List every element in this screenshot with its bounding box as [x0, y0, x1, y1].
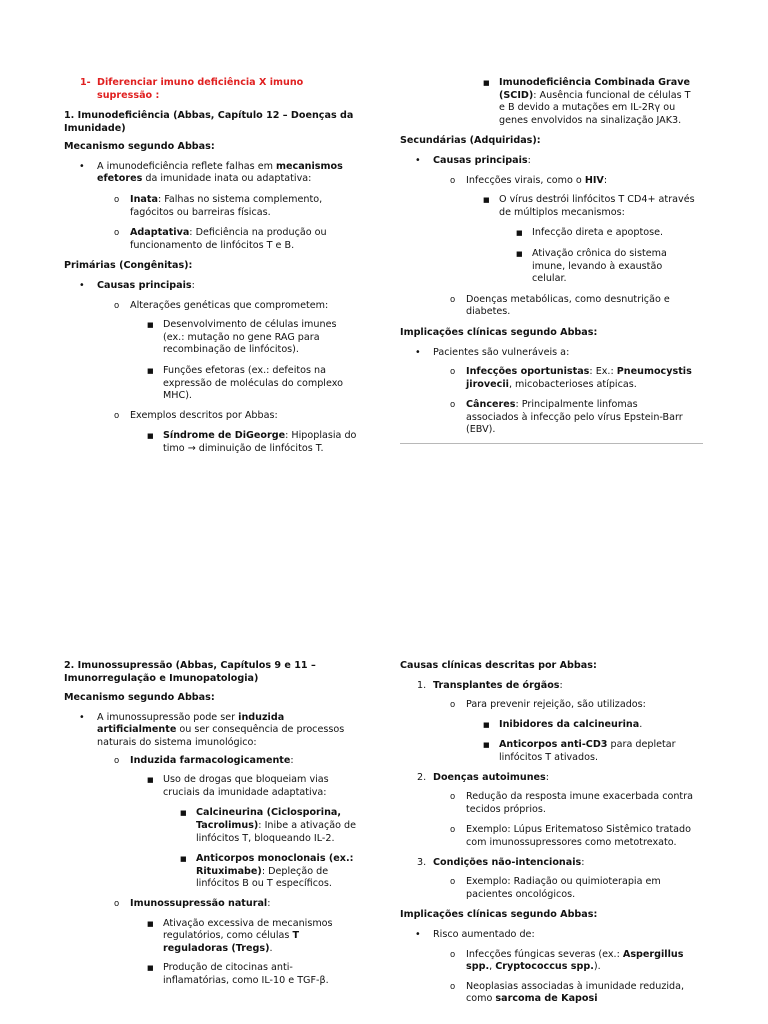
- term: jirovecii: [466, 378, 509, 390]
- term: spp.: [466, 961, 490, 973]
- subsection-title: Causas clínicas descritas por Abbas:: [400, 660, 597, 671]
- term: Anticorpos monoclonais (ex.:: [196, 853, 354, 865]
- text: Desenvolvimento de células imunes: [163, 319, 337, 331]
- square-bullet-icon: ■: [147, 919, 154, 928]
- text: : Ex.:: [589, 366, 617, 378]
- list-item: [64, 280, 374, 293]
- text: .: [639, 718, 643, 730]
- circle-bullet-icon: o: [114, 300, 120, 311]
- text: de múltiplos mecanismos:: [499, 206, 625, 218]
- square-bullet-icon: ■: [483, 79, 490, 87]
- text: funcionamento de linfócitos T e B.: [130, 239, 295, 251]
- circle-bullet-icon: o: [450, 792, 456, 803]
- term: reguladoras (Tregs): [163, 942, 270, 954]
- text: inflamatórias, como IL-10 e TGF-β.: [163, 974, 329, 986]
- page1-right-column: [400, 77, 710, 437]
- text: :: [603, 174, 608, 186]
- text: com imunossupressores como metotrexato.: [466, 836, 677, 848]
- subsection-title: Mecanismo segundo Abbas:: [64, 692, 215, 704]
- text: .: [269, 942, 273, 954]
- text: expressão de moléculas do complexo: [163, 377, 343, 389]
- text: regulatórios, como células: [163, 930, 293, 942]
- circle-bullet-icon: o: [450, 877, 456, 888]
- term: sarcoma de Kaposi: [495, 993, 598, 1005]
- list-item: [400, 227, 710, 240]
- text: naturais do sistema imunológico:: [97, 736, 257, 748]
- text: MHC).: [163, 390, 192, 402]
- term: Calcineurina (Ciclosporina,: [196, 807, 342, 819]
- text: Risco aumentado de:: [433, 928, 535, 940]
- section-title: Imunidade): [64, 122, 126, 134]
- text: :: [545, 771, 549, 783]
- text: ,: [489, 961, 496, 973]
- circle-bullet-icon: o: [450, 367, 456, 378]
- heading-line: Diferenciar imuno deficiência X imuno: [97, 77, 304, 88]
- page2-left-column: [64, 660, 374, 987]
- term: Infecções oportunistas: [466, 366, 590, 378]
- text: linfócitos T ativados.: [499, 751, 599, 763]
- text: diabetes.: [466, 306, 511, 318]
- list-item: [64, 853, 374, 891]
- list-item: [64, 755, 374, 768]
- list-item: [64, 194, 374, 219]
- text: cruciais da imunidade adaptativa:: [163, 786, 327, 798]
- list-item: [64, 300, 374, 313]
- list-item: [400, 857, 710, 870]
- circle-bullet-icon: o: [450, 175, 456, 186]
- list-item: [400, 347, 710, 360]
- subsection-title: Secundárias (Adquiridas):: [400, 135, 541, 147]
- text: Infecções virais, como o: [466, 174, 585, 186]
- text: Exemplo: Radiação ou quimioterapia em: [466, 876, 661, 888]
- text: : Inibe a ativação de: [258, 819, 357, 831]
- circle-bullet-icon: o: [450, 400, 456, 411]
- square-bullet-icon: ■: [147, 776, 154, 785]
- term: Imunodeficiência Combinada Grave: [499, 77, 691, 88]
- text: :: [191, 279, 195, 291]
- text: Produção de citocinas anti-: [163, 962, 293, 974]
- text: fagócitos ou barreiras físicas.: [130, 206, 271, 218]
- list-item: [400, 248, 710, 286]
- list-item: [64, 918, 374, 956]
- bullet-icon: •: [415, 346, 421, 358]
- term: Causas principais: [433, 154, 528, 166]
- subsection-title: Implicações clínicas segundo Abbas:: [400, 326, 598, 338]
- list-number: 1.: [417, 679, 427, 691]
- subsection-title: Implicações clínicas segundo Abbas:: [400, 909, 598, 921]
- circle-bullet-icon: o: [450, 949, 456, 960]
- list-item: [64, 807, 374, 845]
- text: linfócitos B ou T específicos.: [196, 878, 332, 890]
- text: como: [466, 993, 496, 1005]
- list-item: [400, 739, 710, 764]
- list-item: [400, 791, 710, 816]
- term: Tacrolimus): [196, 819, 259, 831]
- list-item: [64, 319, 374, 357]
- term: Causas principais: [97, 279, 192, 291]
- term: Pneumocystis: [616, 366, 692, 378]
- text: Redução da resposta imune exacerbada contra: [466, 791, 694, 803]
- list-item: [64, 365, 374, 403]
- text: : Falhas no sistema complemento,: [157, 193, 323, 205]
- subsection-title: Primárias (Congênitas):: [64, 260, 193, 272]
- text: (EBV).: [466, 424, 496, 436]
- square-bullet-icon: ■: [147, 964, 154, 973]
- text: : Principalmente linfomas: [515, 399, 638, 411]
- square-bullet-icon: ■: [147, 321, 154, 330]
- list-number: 3.: [417, 856, 427, 868]
- text: A imunossupressão pode ser: [97, 711, 239, 723]
- text: para depletar: [607, 739, 676, 751]
- bullet-icon: •: [79, 160, 85, 172]
- term: induzida: [238, 711, 285, 723]
- list-item: [400, 824, 710, 849]
- square-bullet-icon: ■: [180, 855, 187, 864]
- text: Infecção direta e apoptose.: [532, 227, 664, 239]
- list-item: [400, 699, 710, 712]
- text: :: [290, 754, 294, 766]
- term: Condições não-intencionais: [433, 856, 582, 868]
- term: Transplantes de órgãos: [433, 679, 560, 691]
- term: (SCID): [499, 89, 534, 101]
- square-bullet-icon: ■: [516, 249, 523, 258]
- text: da imunidade inata ou adaptativa:: [142, 173, 312, 185]
- bullet-icon: •: [415, 928, 421, 940]
- text: celular.: [532, 273, 567, 285]
- text: genes envolvidos na sinalização JAK3.: [499, 114, 682, 126]
- term: HIV: [584, 174, 604, 186]
- list-number: 2.: [417, 771, 427, 783]
- circle-bullet-icon: o: [114, 898, 120, 909]
- term: Imunossupressão natural: [130, 897, 268, 909]
- list-item: [64, 898, 374, 911]
- term: Inata: [130, 193, 158, 205]
- list-item: [400, 719, 710, 732]
- text: ).: [593, 961, 601, 973]
- square-bullet-icon: ■: [180, 809, 187, 818]
- term: T: [292, 930, 300, 942]
- text: (ex.: mutação no gene RAG para: [163, 331, 320, 343]
- square-bullet-icon: ■: [147, 366, 154, 375]
- text: Uso de drogas que bloqueiam vias: [163, 774, 329, 786]
- term: artificialmente: [97, 724, 177, 736]
- list-item: [400, 175, 710, 188]
- text: associados à infecção pelo vírus Epstein-Barr: [466, 411, 683, 423]
- bullet-icon: •: [79, 711, 85, 723]
- list-item: [64, 712, 374, 750]
- term: Doenças autoimunes: [433, 771, 546, 783]
- text: Alterações genéticas que comprometem:: [130, 299, 329, 311]
- circle-bullet-icon: o: [450, 700, 456, 711]
- term: Rituximabe): [196, 865, 262, 877]
- square-bullet-icon: ■: [483, 720, 490, 729]
- text: : Ausência funcional de células T: [533, 89, 691, 101]
- text: : Hipoplasia do: [285, 430, 357, 442]
- page2-right-column: [400, 660, 710, 1006]
- square-bullet-icon: ■: [483, 741, 490, 750]
- text: :: [527, 154, 531, 166]
- heading-number: 1-: [80, 77, 91, 88]
- square-bullet-icon: ■: [483, 196, 490, 205]
- term: Cryptococcus spp.: [495, 961, 594, 973]
- text: mecanismos: [276, 160, 343, 172]
- text: : Deficiência na produção ou: [189, 227, 327, 239]
- section-title: Imunorregulação e Imunopatologia): [64, 672, 259, 684]
- term: Síndrome de DiGeorge: [163, 430, 286, 442]
- list-item: [400, 194, 710, 219]
- text: Exemplo: Lúpus Eritematoso Sistêmico tratado: [466, 824, 691, 836]
- text: linfócitos T, bloqueando IL-2.: [196, 832, 335, 844]
- square-bullet-icon: ■: [147, 432, 154, 441]
- text: timo → diminuição de linfócitos T.: [163, 442, 324, 454]
- list-item: [400, 876, 710, 901]
- circle-bullet-icon: o: [450, 825, 456, 836]
- section-heading-red: [64, 77, 374, 102]
- section-title: 1. Imunodeficiência (Abbas, Capítulo 12 – Doenças da: [64, 110, 354, 121]
- text: : Depleção de: [261, 865, 329, 877]
- text: recombinação de linfócitos).: [163, 344, 299, 356]
- text: imune, levando à exaustão: [532, 260, 663, 272]
- text: Neoplasias associadas à imunidade reduzida,: [466, 980, 685, 992]
- subsection-title: Mecanismo segundo Abbas:: [64, 141, 215, 153]
- term: Inibidores da calcineurina: [499, 718, 640, 730]
- circle-bullet-icon: o: [450, 981, 456, 992]
- circle-bullet-icon: o: [450, 294, 456, 305]
- circle-bullet-icon: o: [114, 194, 120, 205]
- bullet-icon: •: [415, 154, 421, 166]
- list-item: [400, 294, 710, 319]
- text: Exemplos descritos por Abbas:: [130, 409, 278, 421]
- text: Funções efetoras (ex.: defeitos na: [163, 364, 326, 376]
- list-item: [400, 366, 710, 391]
- term: Induzida farmacologicamente: [130, 754, 291, 766]
- text: , micobacterioses atípicas.: [508, 378, 637, 390]
- term: Cânceres: [466, 399, 516, 411]
- text: :: [267, 897, 271, 909]
- text: A imunodeficiência reflete falhas em: [97, 160, 277, 172]
- list-item: [64, 161, 374, 186]
- list-item: [400, 155, 710, 168]
- circle-bullet-icon: o: [114, 410, 120, 421]
- list-item: [400, 949, 710, 974]
- term: Aspergillus: [622, 948, 684, 960]
- list-item: [64, 430, 374, 455]
- section-title: 2. Imunossupressão (Abbas, Capítulos 9 e 11 –: [64, 660, 316, 671]
- list-item: [64, 774, 374, 799]
- text: Pacientes são vulneráveis a:: [433, 346, 570, 358]
- term: Adaptativa: [130, 227, 190, 239]
- list-item: [400, 680, 710, 693]
- heading-line: supressão :: [97, 89, 160, 101]
- list-item: [64, 410, 374, 423]
- text: pacientes oncológicos.: [466, 888, 576, 900]
- circle-bullet-icon: o: [114, 228, 120, 239]
- page1-left-column: [64, 77, 374, 455]
- text: :: [559, 679, 563, 691]
- text: efetores: [97, 173, 143, 185]
- horizontal-divider: [400, 443, 703, 444]
- circle-bullet-icon: o: [114, 755, 120, 766]
- text: Infecções fúngicas severas (ex.:: [466, 948, 623, 960]
- list-item: [64, 227, 374, 252]
- text: Para prevenir rejeição, são utilizados:: [466, 699, 646, 711]
- term: Anticorpos anti-CD3: [499, 739, 608, 751]
- text: e B devido a mutações em IL-2Rγ ou: [499, 102, 676, 114]
- text: Ativação crônica do sistema: [532, 247, 667, 259]
- text: tecidos próprios.: [466, 803, 546, 815]
- list-item: [400, 772, 710, 785]
- text: Doenças metabólicas, como desnutrição e: [466, 293, 670, 305]
- text: ou ser consequência de processos: [176, 724, 345, 736]
- text: Ativação excessiva de mecanismos: [163, 917, 333, 929]
- list-item: [400, 399, 710, 437]
- list-item: [400, 981, 710, 1006]
- text: :: [581, 856, 585, 868]
- text: O vírus destrói linfócitos T CD4+ através: [499, 194, 695, 206]
- list-item: [400, 77, 710, 127]
- square-bullet-icon: ■: [516, 229, 523, 238]
- list-item: [400, 929, 710, 942]
- list-item: [64, 962, 374, 987]
- bullet-icon: •: [79, 279, 85, 291]
